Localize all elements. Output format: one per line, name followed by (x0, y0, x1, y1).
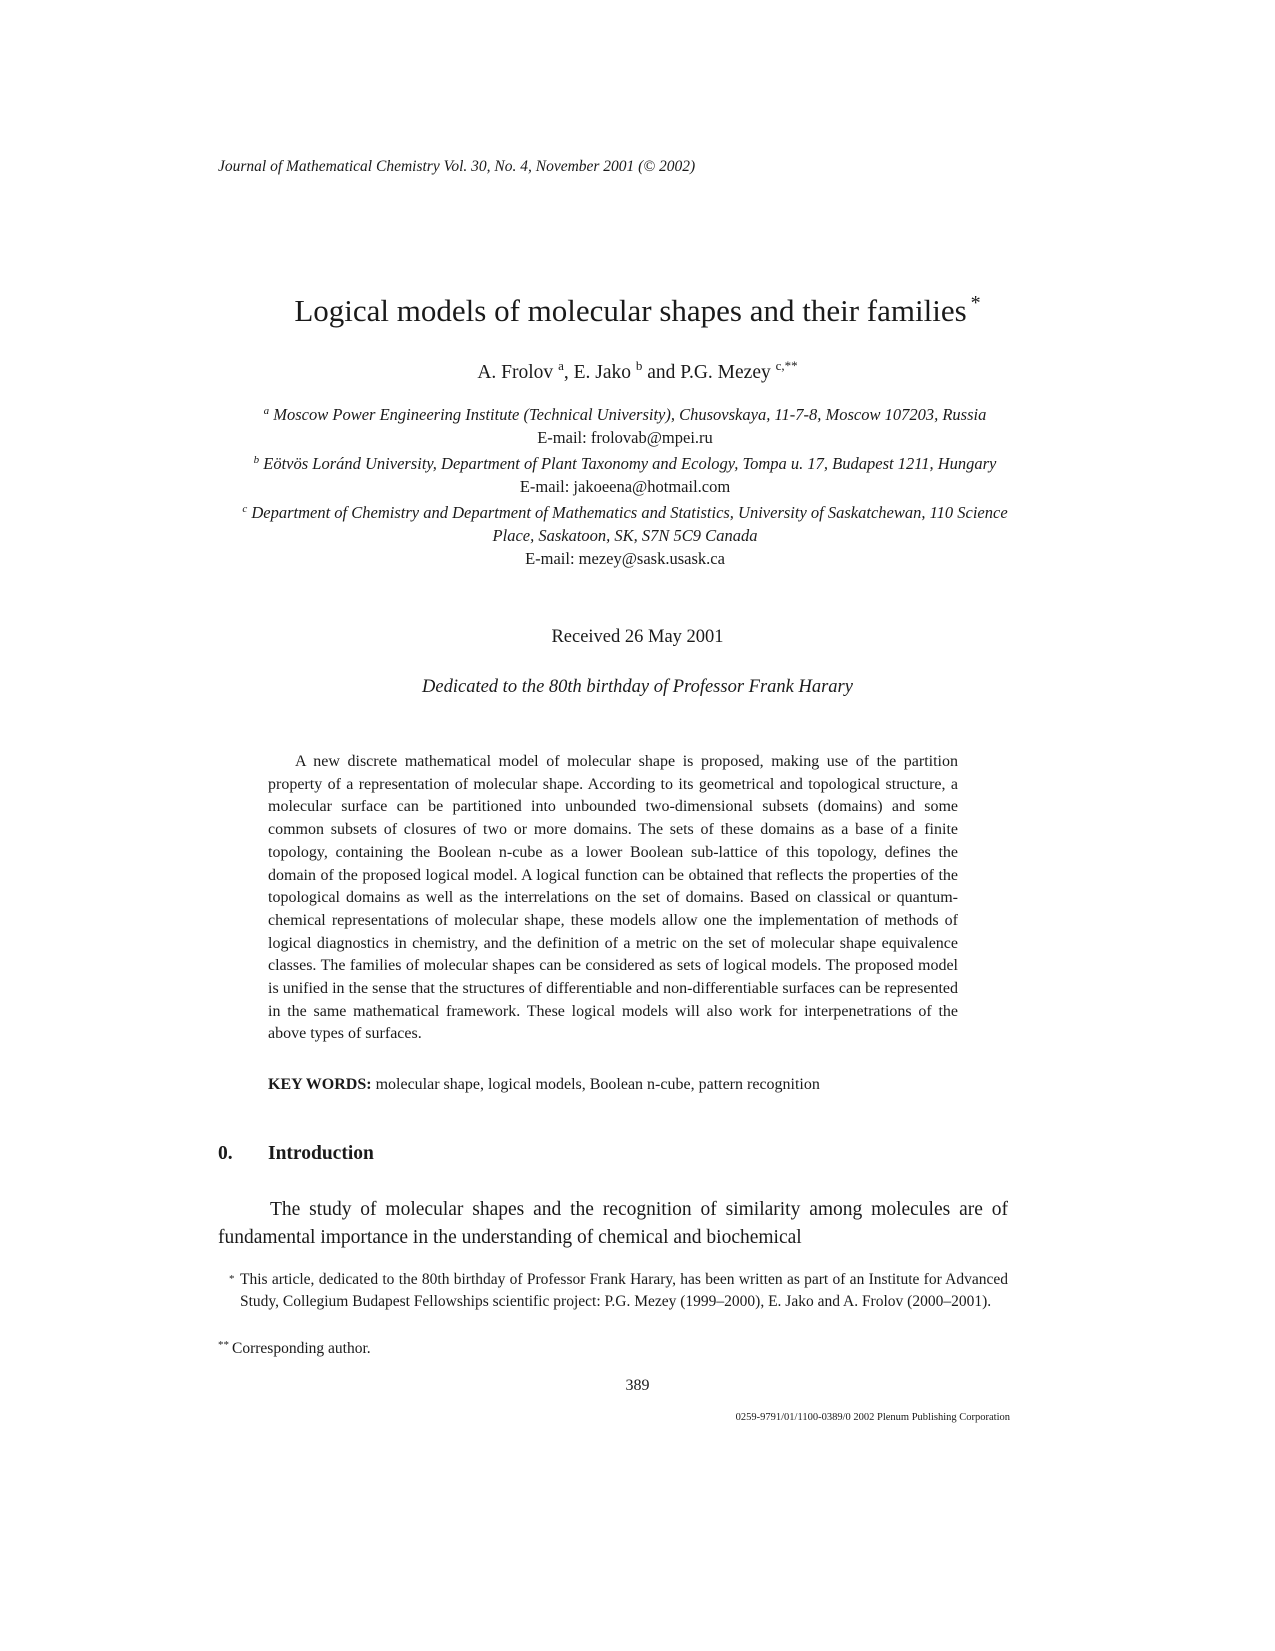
affiliation-email: E-mail: mezey@sask.usask.ca (525, 548, 725, 568)
journal-header: Journal of Mathematical Chemistry Vol. 30, No. 4, November 2001 (© 2002) (218, 158, 696, 175)
section-number: 0. (218, 1143, 233, 1164)
affiliation-sup: c (242, 503, 248, 516)
intro-paragraph: The study of molecular shapes and the recognition of similarity among molecules are of fundamental importance in the understanding of chemical and biochemical (218, 1199, 1008, 1248)
keywords (268, 1076, 820, 1094)
author-sup: c,** (775, 358, 798, 373)
affiliations (220, 400, 1030, 570)
affiliation-b (220, 449, 1030, 476)
affiliation-c (220, 498, 1030, 547)
paper-title (0, 292, 1275, 329)
section-title: Introduction (268, 1143, 374, 1164)
title-footnote-mark: * (970, 292, 981, 314)
author-name: A. Frolov (477, 362, 554, 383)
affiliation-sup: b (253, 454, 260, 467)
author-separator: and (642, 362, 681, 383)
affiliation-a (220, 400, 1030, 427)
author-separator: , (563, 362, 574, 383)
author-line (0, 358, 1275, 384)
keywords-text: molecular shape, logical models, Boolean n-cube, pattern recognition (375, 1076, 820, 1093)
abstract: A new discrete mathematical model of molecular shape is proposed, making use of the partition property of a representation of molecular shape. According to its geometrical and topological structure, a molecular surface can be partitioned into unbounded two-dimensional subsets (domains) and some common subsets of closures of two or more domains. The sets of these domains as a base of a finite topology, containing the Boolean n-cube as a lower Boolean sub-lattice of this topology, defines the domain of the proposed logical model. A logical function can be obtained that reflects the properties of the topological domains as well as the interrelations on the set of domains. Based on classical or quantum-chemical representations of molecular shape, these models allow one the implementation of methods of logical diagnostics in chemistry, and the definition of a metric on the set of molecular shape equivalence classes. The families of molecular shapes can be considered as sets of logical models. The proposed model is unified in the sense that the structures of differentiable and non-differentiable surfaces can be represented in the same mathematical framework. These logical models will also work for interpenetrations of the above types of surfaces. (268, 753, 958, 1043)
author-name: E. Jako (573, 362, 631, 383)
footnote-text: This article, dedicated to the 80th birthday of Professor Frank Harary, has been written as part of an Institute for Advanced Study, Collegium Budapest Fellowships scientific project: P.G. Mezey (1999–2000), E. Jako and A. Frolov (2000–2001). (240, 1271, 1008, 1310)
title-text: Logical models of molecular shapes and their families (294, 293, 967, 328)
dedication: Dedicated to the 80th birthday of Professor Frank Harary (422, 677, 853, 697)
author-name: P.G. Mezey (680, 362, 771, 383)
footnote-1 (218, 1269, 1008, 1312)
affiliation-text: Department of Chemistry and Department of Mathematics and Statistics, University of Saskatchewan, 110 Science Place, Saskatoon, SK, S7N 5C9 Canada (251, 503, 1008, 545)
author-sup: b (635, 358, 643, 373)
affiliation-text: Eötvös Loránd University, Department of Plant Taxonomy and Ecology, Tompa u. 17, Budapest 1211, Hungary (263, 454, 997, 474)
affiliation-email: E-mail: frolovab@mpei.ru (537, 427, 713, 447)
copyright-line: 0259-9791/01/1100-0389/0 2002 Plenum Publishing Corporation (735, 1412, 1010, 1423)
footnote-text: Corresponding author. (232, 1340, 371, 1357)
keywords-label: KEY WORDS: (268, 1076, 372, 1093)
author-sup: a (558, 358, 564, 373)
footnote-mark: * (229, 1273, 235, 1285)
section-heading (218, 1143, 374, 1165)
affiliation-email: E-mail: jakoeena@hotmail.com (519, 476, 731, 496)
page-number: 389 (625, 1377, 650, 1394)
affiliation-text: Moscow Power Engineering Institute (Technical University), Chusovskaya, 11-7-8, Moscow 107203, Russia (273, 405, 987, 424)
affiliation-sup: a (263, 405, 270, 417)
received-date: Received 26 May 2001 (551, 627, 724, 647)
footnote-2 (218, 1335, 371, 1360)
footnote-mark: ** (218, 1339, 229, 1351)
